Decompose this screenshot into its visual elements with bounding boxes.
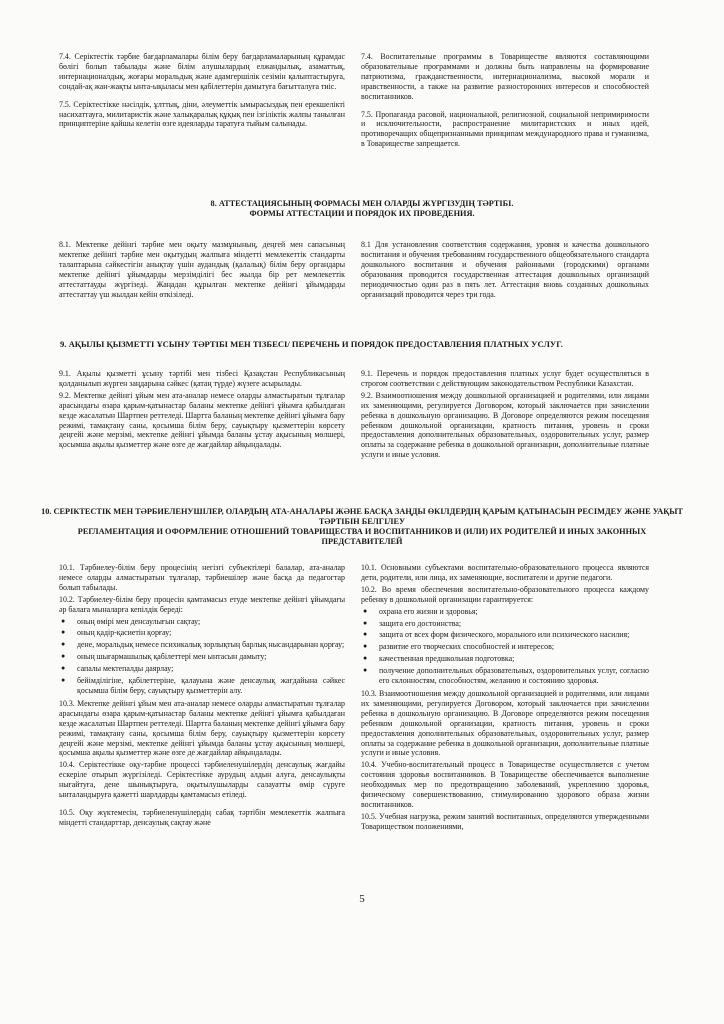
paragraph-7-5-kz: 7.5. Серіктестікке нәсілдік, ұлттық, діни, әлеуметтік ымырасыздық пен ерекшелікті насихаттауға, милитаристік және халықаралық құқық пен ізгіліктік жалпы танылған принциптеріне қайшы келетін өзге идеяларды таратуға тыйым салынады.	[59, 99, 345, 129]
paragraph-10-5-kz: 10.5. Оқу жүктемесін, тәрбиеленушілердің сабақ тәртібін мемлекеттік жалпыға міндетті стандарттар, денсаулық сақтау және	[59, 807, 345, 827]
paragraph-10-3-ru: 10.3. Взаимоотношения между дошкольной организацией и родителями, или лицами их заменяющими, регулируется Договором, который заключается при зачислении ребенка в дошкольную организацию. В Договоре определяются режим посещения ребенком дошкольной организации, кратность питания, уровень и сроки предоставления дополнительных образовательных, оздоровительных услуг, размер оплаты за содержание ребенка в дошкольной организации, дополнительные платные услуги и иные условия.	[361, 688, 649, 758]
list-item: ● бейімділігіне, қабілеттеріне, қалауына және денсаулық жағдайына сәйкес қосымша білім беру, сауықтыру қызметтерін алу.	[59, 676, 345, 696]
section-8-russian	[361, 240, 649, 307]
list-item: ● оның қадір-қасиетін қорғау;	[59, 628, 345, 638]
guarantee-list-ru	[361, 607, 649, 686]
paragraph-10-4-ru: 10.4. Учебно-воспитательный процесс в Товариществе осуществляется с учетом состояния здоровья воспитанников. В Товариществе обеспечивается выполнение необходимых мер по предотвращению заболеваний, укреплению здоровья, физическому совершенствованию, стимулированию здорового образа жизни воспитанников.	[361, 760, 649, 809]
list-item: ● развитие его творческих способностей и интересов;	[361, 642, 649, 652]
paragraph-7-4-kz: 7.4. Серіктестік тәрбие бағдарламалары білім беру бағдарламаларының құрамдас бөлігі болып табылады және білім алушылардың елжандылық, азаматтық, интернационалдық, жоғары моральдық және адамгершілік сезімін қалыптастыруға, сондай-ақ жан-жақты ынта-ықыласы мен қабілеттерін дамытуға бағытталуға тиіс.	[59, 52, 345, 91]
list-item: ● охрана его жизни и здоровья;	[361, 607, 649, 617]
list-item: ● дене, моральдық немесе психикалық зорлықтың барлық нысандарынан қорғау;	[59, 640, 345, 650]
paragraph-7-4-ru: 7.4. Воспитательные программы в Товариществе являются составляющими образовательные программами и должны быть направлены на формирование патриотизма, гражданственности, интернационализма, высокой морали и нравственности, а также на развитие разносторонних интересов и способностей воспитанников.	[361, 52, 649, 101]
paragraph-10-2-ru: 10.2. Во время обеспечения воспитательно-образовательного процесса каждому ребенку в дошкольной организации гарантируется:	[361, 584, 649, 604]
paragraph-9-2-ru: 9.2. Взаимоотношения между дошкольной организацией и родителями, или лицами их заменяющими, регулируется Договором, который заключается при зачислении ребенка в дошкольную организацию. В Договоре определяются режим посещения ребенком дошкольной организации, кратность питания, уровень и сроки предоставления дополнительных образовательных, оздоровительных услуг, размер оплаты за содержание ребенка в дошкольной организации, дополнительные платные услуги и иные условия.	[361, 390, 649, 460]
list-item: ● сапалы мектепалды даярлау;	[59, 664, 345, 674]
paragraph-9-1-ru: 9.1. Перечень и порядок предоставления платных услуг будет осуществляться в строгом соответствии с действующим законодательством Республики Казахстан.	[361, 369, 649, 388]
section-7-kazakh	[59, 52, 345, 137]
section-8-heading	[40, 199, 684, 219]
list-item: ● оның шығармашылық қабілеттері мен ынтасын дамыту;	[59, 652, 345, 662]
section-9-heading: 9. АҚЫЛЫ ҚЫЗМЕТТІ ҰСЫНУ ТӘРТІБІ МЕН ТІЗБЕСІ/ ПЕРЕЧЕНЬ И ПОРЯДОК ПРЕДОСТАВЛЕНИЯ ПЛАТНЫХ УСЛУГ.	[60, 339, 563, 349]
section-8-heading-kz: 8. АТТЕСТАЦИЯСЫНЫҢ ФОРМАСЫ МЕН ОЛАРДЫ ЖҮРГІЗУДІҢ ТӘРТІБІ.	[210, 199, 514, 208]
paragraph-10-2-kz: 10.2. Тәрбиелеу-білім беру процесін қамтамасыз етуде мектепке дейінгі ұйымдағы әр балаға мыналарға кепілдік береді:	[59, 594, 345, 614]
section-10-kazakh	[59, 563, 345, 830]
list-item: ● защита его достоинства;	[361, 619, 649, 629]
section-9-russian	[361, 369, 649, 468]
paragraph-9-2-kz: 9.2. Мектепке дейінгі ұйым мен ата-аналар немесе оларды алмастыратын тұлғалар арасындағы өзара қарым-қатынастар баланы мектепке дейінгі ұйымға қабылдаған кезде жасалатын Шартпен реттеледі. Шартта баланың мектепке дейінгі ұйымға бару режимі, тамақтану саны, қосымша білім беру, сауықтыру қызметтерін көрсету деңгейі және мерзімі, мектепке дейінгі ұйымда баланы ұстау ақысының мөлшері, қосымша ақылы қызметтер және өзге де жағдайлар айқындалады.	[59, 390, 345, 450]
list-item: ● качественная предшкольная подготовка;	[361, 654, 649, 664]
list-item: ● получение дополнительных образовательных, оздоровительных услуг, согласно его склонностям, способностям, желанию и состоянию здоровья.	[361, 666, 649, 686]
paragraph-10-3-kz: 10.3. Мектепке дейінгі ұйым мен ата-аналар немесе оларды алмастыратын тұлғалар арасындағы өзара қарым-қатынастар баланы мектепке дейінгі ұйымға қабылдаған кезде жасалатын Шартпен реттеледі. Шартта баланың мектепке дейінгі ұйымға бару режимі, тамақтану саны, қосымша білім беру, сауықтыру қызметтерін көрсету деңгейі және мерзімі, мектепке дейінгі ұйымда баланы ұстау ақысының мөлшері, қосымша ақылы қызметтер және өзге де жағдайлар айқындалады.	[59, 698, 345, 758]
section-8-heading-ru: ФОРМЫ АТТЕСТАЦИИ И ПОРЯДОК ИХ ПРОВЕДЕНИЯ.	[249, 209, 475, 218]
paragraph-10-5-ru: 10.5. Учебная нагрузка, режим занятий воспитанных, определяются утвержденными Товариществом положениями,	[361, 811, 649, 831]
paragraph-8-1-ru: 8.1 Для установления соответствия содержания, уровня и качества дошкольного воспитания и обучения требованиям государственного общеобязательного стандарта дошкольного воспитания и обучения районными (городскими) органами образования проводится государственная аттестация дошкольных организаций периодичностью один раз в пять лет. Аттестация вновь созданных дошкольных организаций проводится через три года.	[361, 240, 649, 299]
guarantee-list-kz	[59, 617, 345, 696]
section-10-heading-kz: 10. СЕРІКТЕСТІК МЕН ТӘРБИЕЛЕНУШІЛЕР, ОЛАРДЫҢ АТА-АНАЛАРЫ ЖӘНЕ БАСҚА ЗАҢДЫ ӨКІЛДЕРДІҢ ҚАРЫМ ҚАТЫНАСЫН РЕСІМДЕУ ЖӘНЕ УАҚЫТ ТӘРТІБІН БЕЛГІЛЕУ	[41, 507, 683, 526]
section-8-kazakh	[59, 240, 345, 307]
section-9-kazakh	[59, 369, 345, 458]
paragraph-9-1-kz: 9.1. Ақылы қызметті ұсыну тәртібі мен тізбесі Қазақстан Республикасының қолданылып жүрген заңдарына сәйкес (қатаң түрде) жүзеге асырылады.	[59, 369, 345, 388]
list-item: ● защита от всех форм физического, морального или психического насилия;	[361, 630, 649, 640]
section-10-heading-ru: РЕГЛАМЕНТАЦИЯ И ОФОРМЛЕНИЕ ОТНОШЕНИЙ ТОВАРИЩЕСТВА И ВОСПИТАННИКОВ И (ИЛИ) ИХ РОДИТЕЛЕЙ И ИНЫХ ЗАКОННЫХ ПРЕДСТАВИТЕЛЕЙ	[77, 527, 647, 546]
paragraph-7-5-ru: 7.5. Пропаганда расовой, национальной, религиозной, социальной непримиримости и исключительности, распространение милитаристских и иных идей, противоречащих общепризнанными принципам международного права и гуманизма, в Товариществе запрещается.	[361, 109, 649, 149]
page-number: 5	[359, 893, 365, 905]
paragraph-10-4-kz: 10.4. Серіктестікке оқу-тәрбие процессі тәрбиеленушілердің денсаулық жағдайы ескеріле отырып жүргізіледі. Серіктестікке аурудың алдын алуға, денсаулықты нығайтуға, дене шынықтыруға, оқытылушыларды салауатты өмір сүруге ынталандыруға қажетті шарлдарды қамтамасыз етіледі.	[59, 760, 345, 800]
section-7-russian	[361, 52, 649, 157]
section-10-heading	[40, 507, 684, 547]
paragraph-10-1-ru: 10.1. Основными субъектами воспитательно-образовательного процесса являются дети, родители, или лица, их заменяющие, воспитатели и другие педагоги.	[361, 563, 649, 582]
section-10-russian	[361, 563, 649, 834]
list-item: ● оның өмірі мен денсаулығын сақтау;	[59, 617, 345, 627]
paragraph-8-1-kz: 8.1. Мектепке дейінгі тәрбие мен оқыту мазмұнының, деңгей мен сапасының мектепке дейінгі тәрбие мен оқытудың жалпыға міндетті мемлекеттік стандарты талаптарына сәйкестігін анықтау үшін аудандық (қалалық) білім беру органдары мектепке дейінгі ұйымдарды мерзімділігі бес жылда бір рет мемлекеттік аттестаттауды жүргізеді. Жаңадан құрылған мектепке дейінгі ұйымдарды аттестаттау үш жылдан кейін өткізіледі.	[59, 240, 345, 299]
paragraph-10-1-kz: 10.1. Тәрбиелеу-білім беру процесінің негізгі субъектілері балалар, ата-аналар немесе оларды алмастыратын тұлғалар, тәрбиешілер және басқа да педагогтар болып табылады.	[59, 563, 345, 592]
